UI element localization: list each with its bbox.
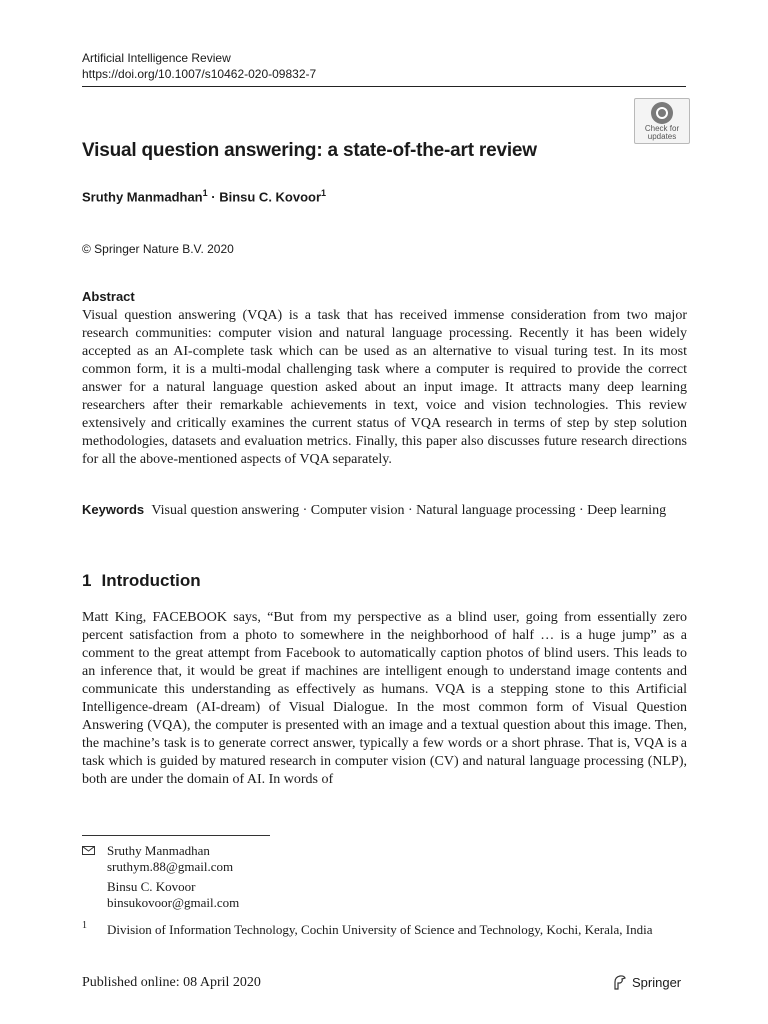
author-name[interactable]: Binsu C. Kovoor xyxy=(219,189,322,205)
badge-line2: updates xyxy=(647,132,677,141)
check-for-updates-badge[interactable] xyxy=(634,98,690,144)
contact-email[interactable]: binsukovoor@gmail.com xyxy=(107,895,240,910)
contact-author-2 xyxy=(107,879,239,911)
check-updates-icon xyxy=(651,102,673,124)
section-number: 1 xyxy=(82,571,92,590)
abstract-heading: Abstract xyxy=(82,289,135,304)
springer-horse-icon xyxy=(612,974,627,990)
copyright-notice: © Springer Nature B.V. 2020 xyxy=(82,242,234,256)
section-heading xyxy=(82,571,201,591)
affiliation-marker: 1 xyxy=(202,188,208,198)
contact-email[interactable]: sruthym.88@gmail.com xyxy=(107,859,234,874)
published-date: Published online: 08 April 2020 xyxy=(82,975,261,990)
contact-author-1 xyxy=(107,843,233,875)
author-name[interactable]: Sruthy Manmadhan xyxy=(82,189,203,205)
keywords-text: Visual question answering · Computer vision · Natural language processing · Deep learning xyxy=(151,503,667,518)
keywords-label: Keywords xyxy=(82,502,145,517)
badge-line1: Check for xyxy=(644,124,680,133)
header-rule xyxy=(82,86,686,87)
publisher-name: Springer xyxy=(632,974,682,990)
section-title: Introduction xyxy=(101,571,201,590)
author-separator: · xyxy=(207,189,220,205)
journal-name: Artificial Intelligence Review xyxy=(82,51,231,65)
journal-doi[interactable]: https://doi.org/10.1007/s10462-020-09832-7 xyxy=(82,67,317,81)
keywords xyxy=(82,501,687,520)
publisher-logo[interactable] xyxy=(612,974,681,990)
contact-name: Binsu C. Kovoor xyxy=(107,879,196,894)
journal-header xyxy=(82,50,316,82)
abstract-text: Visual question answering (VQA) is a task that has received immense consideration from two major research communities: computer vision and natural language processing. Recently it has been widely accepted as an AI-complete task which can be used as an alternative to visual turing test. In its most common form, it is a multi-modal challenging task where a computer is required to provide the correct answer for a natural language question asked about an input image. It attracts many deep learning researchers after their remarkable achievements in text, voice and vision technologies. This review extensively and critically examines the current status of VQA research in terms of step by step solution methodologies, datasets and evaluation metrics. Finally, this paper also discusses future research directions for all the above-mentioned aspects of VQA separately. xyxy=(82,308,687,467)
introduction-text: Matt King, FACEBOOK says, “But from my perspective as a blind user, going from essentially zero percent satisfaction from a photo to somewhere in the neighborhood of half … is a huge jump” as a comment to the great attempt from Facebook to automatically caption photos of blind users. This leads to an inference that, it would be great if machines are intelligent enough to understand image contents and communicate this understanding as effectively as humans. VQA is a stepping stone to this Artificial Intelligence-dream (AI-dream) of Visual Dialogue. In the most common form of Visual Question Answering (VQA), the computer is presented with an image and a textual question about this image. Then, the machine’s task is to generate correct answer, typically a few words or a short phrase. That is, VQA is a task which is guided by matured research in computer vision (CV) and natural language processing (NLP), both are under the domain of AI. In words of xyxy=(82,610,687,787)
affiliation-text: Division of Information Technology, Cochin University of Science and Technology, Kochi, Kerala, India xyxy=(107,922,653,937)
contact-name: Sruthy Manmadhan xyxy=(107,843,210,858)
article-title: Visual question answering: a state-of-the-art review xyxy=(82,140,537,161)
footnote-rule xyxy=(82,835,270,836)
affiliation-marker: 1 xyxy=(321,188,327,198)
envelope-icon xyxy=(82,846,95,855)
author-list xyxy=(82,188,326,204)
affiliation-number: 1 xyxy=(82,920,87,931)
